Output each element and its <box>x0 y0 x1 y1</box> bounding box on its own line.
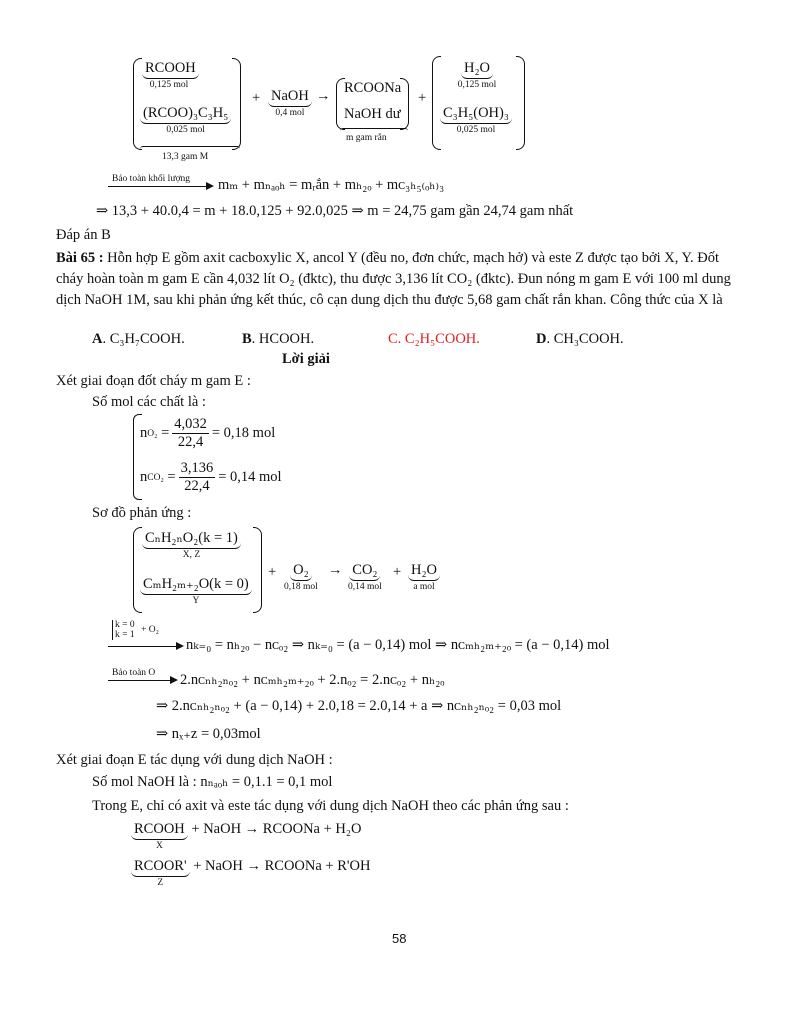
k-label-2: k = 1 <box>115 630 135 640</box>
reaction-1 <box>131 821 361 852</box>
h2o-mol: 0,125 mol <box>457 80 497 90</box>
mass-underbrace <box>140 146 240 149</box>
ester-term <box>140 105 231 136</box>
plus-1: + <box>252 90 261 106</box>
m-ran-label: m gam rắn <box>346 133 387 143</box>
rcooh-mol: 0,125 mol <box>149 80 189 90</box>
plus-2: + <box>418 90 427 106</box>
mass-conservation-label: Bảo toàn khối lượng <box>112 174 190 184</box>
mass-m-label: 13,3 gam M <box>162 152 209 162</box>
reaction-arrow: → <box>316 88 331 104</box>
n-o2-result: = 0,18 mol <box>211 425 276 441</box>
product-bracket-r <box>400 78 409 130</box>
stage-1-heading: Xét giai đoạn đốt cháy m gam E : <box>56 373 251 389</box>
mran-underbrace <box>340 128 408 131</box>
right-group-bracket-r <box>516 56 525 150</box>
scheme-label: Sơ đồ phản ứng : <box>92 505 192 521</box>
h2o-term-2 <box>408 562 440 593</box>
answer-line: Đáp án B <box>56 227 111 243</box>
k-label-3: + O₂ <box>140 625 159 636</box>
naoh-term <box>268 88 312 119</box>
alcohol-formula: CₘH₂ₘ₊₂O(k = 0) <box>140 576 252 595</box>
reaction-2 <box>131 858 370 889</box>
glycerol-mol: 0,025 mol <box>456 125 496 135</box>
problem-text: Hỗn hợp E gồm axit cacboxylic X, ancol Y (đều no, đơn chức, mạch hở) và este Z được tạo bởi X, Y. Đốt cháy hoàn toàn m gam E cần 4,032 lít O₂ (đktc), thu được 3,136 lít CO₂ (đktc). Đun nóng m gam E với 100 ml dung dịch NaOH 1M, sau khi phản ứng kết thúc, cô cạn dung dịch thu được 5,68 gam chất rắn khan. Công thức của X là <box>56 250 731 308</box>
alcohol-term <box>140 576 252 607</box>
arrow-2: → <box>328 562 343 578</box>
o-conservation-label: Bảo toàn O <box>112 668 156 678</box>
k-equation: nₖ₌₀ = nₕ₂ₒ − nᴄₒ₂ ⇒ nₖ₌₀ = (a − 0,14) mol ⇒ nᴄₘₕ₂ₘ₊₂ₒ = (a − 0,14) mol <box>186 637 610 653</box>
co2-term <box>348 562 382 593</box>
mass-calc: ⇒ 13,3 + 40.0,4 = m + 18.0,125 + 92.0,025 ⇒ m = 24,75 gam gần 24,74 gam nhất <box>96 203 574 219</box>
ester-mol: 0,025 mol <box>166 125 205 135</box>
problem-65 <box>56 248 746 311</box>
arrow-line-2 <box>108 646 178 647</box>
scheme2-bracket-r <box>253 527 262 613</box>
n-co2-den: 22,4 <box>184 478 210 494</box>
o-conservation-eq: 2.nᴄₙₕ₂ₙₒ₂ + nᴄₘₕ₂ₘ₊₂ₒ + 2.nₒ₂ = 2.nᴄₒ₂ + nₕ₂ₒ <box>180 672 445 688</box>
n-o2-den: 22,4 <box>177 434 204 450</box>
reaction-1-under: X <box>155 841 163 851</box>
arrow-head-1 <box>206 182 214 190</box>
arrow-head-3 <box>170 676 178 684</box>
naoh-du: NaOH dư <box>344 106 401 122</box>
n-co2-fraction <box>179 460 216 495</box>
mass-conservation-eq: mₘ + mₙₐₒₕ = mᵣắn + mₕ₂ₒ + mᴄ₃ₕ₅₍ₒₕ₎₃ <box>218 177 445 193</box>
n-o2-num: 4,032 <box>174 416 207 432</box>
stage-2-heading: Xét giai đoạn E tác dụng với dung dịch NaOH : <box>56 752 333 768</box>
option-b-text: . HCOOH. <box>251 331 315 347</box>
problem-label: Bài 65 : <box>56 250 104 266</box>
h2o-formula: H₂O <box>461 60 493 79</box>
reaction-2-ester: RCOOR' <box>131 858 190 877</box>
acid-term <box>142 530 241 561</box>
glycerol-term <box>440 105 512 136</box>
option-d-label: D <box>536 331 547 347</box>
option-a-text: . C₃H₇COOH. <box>102 331 185 347</box>
naoh-formula: NaOH <box>268 88 312 107</box>
rcooh-formula: RCOOH <box>142 60 199 79</box>
naoh-mol-line: Số mol NaOH là : nₙₐₒₕ = 0,1.1 = 0,1 mol <box>92 774 333 790</box>
option-d-text: . CH₃COOH. <box>546 331 624 347</box>
n-co2-result: = 0,14 mol <box>218 469 282 485</box>
o-conservation-eq2: ⇒ 2.nᴄₙₕ₂ₙₒ₂ + (a − 0,14) + 2.0,18 = 2.0,14 + a ⇒ nᴄₙₕ₂ₙₒ₂ = 0,03 mol <box>156 698 562 714</box>
option-c: C. C₂H₅COOH. <box>388 331 480 347</box>
k-label-1: k = 0 <box>115 620 135 630</box>
option-a-label: A <box>92 331 103 347</box>
left-bracket <box>133 58 142 150</box>
n-o2-eq: n O₂ = $\frac{4,032}{22,4}$ = 0,18 mol <box>140 416 276 450</box>
naoh-mol: 0,4 mol <box>275 108 305 118</box>
ester-formula: (RCOO)₃C₃H₅ <box>140 105 231 124</box>
option-d <box>536 331 624 348</box>
in-e-line: Trong E, chỉ có axit và este tác dụng với dung dịch NaOH theo các phản ứng sau : <box>92 798 569 814</box>
o2-formula: O₂ <box>290 562 312 581</box>
o2-mol: 0,18 mol <box>284 582 318 592</box>
acid-formula: CₙH₂ₙO₂(k = 1) <box>142 530 241 549</box>
n-o2-fraction <box>172 416 209 451</box>
n-co2-sub: CO₂ <box>147 472 164 483</box>
arrow-line-3 <box>108 680 172 681</box>
option-a <box>92 331 185 348</box>
reaction-1-acid: RCOOH <box>131 821 188 840</box>
rcooh-term <box>142 60 196 91</box>
n-co2-symbol: n <box>140 469 148 485</box>
h2o-formula-2: H₂O <box>408 562 440 581</box>
h2o-mol-2: a mol <box>413 582 435 592</box>
reaction-1-rest: + NaOH → RCOONa + H₂O <box>187 821 362 837</box>
reaction-2-rest: + NaOH → RCOONa + R'OH <box>189 858 371 874</box>
k-condition <box>112 620 159 640</box>
acid-under: X, Z <box>182 550 201 560</box>
arrow-head-2 <box>176 642 184 650</box>
alcohol-under: Y <box>192 596 200 606</box>
n-co2-eq: n CO₂ = $\frac{3,136}{22,4}$ = 0,14 mol <box>140 460 282 494</box>
option-b <box>242 331 314 348</box>
page-number: 58 <box>392 931 407 946</box>
co2-mol: 0,14 mol <box>348 582 382 592</box>
solution-title: Lời giải <box>282 351 330 367</box>
n-o2-sub: O₂ <box>147 428 158 439</box>
right-bracket <box>232 58 241 150</box>
mol-label: Số mol các chất là : <box>92 394 206 410</box>
n-co2-num: 3,136 <box>180 460 214 476</box>
rcoona-formula: RCOONa <box>344 80 402 96</box>
o-conservation-eq3: ⇒ nₓ₊ᴢ = 0,03mol <box>156 726 261 742</box>
arrow-line-1 <box>108 186 208 187</box>
h2o-term <box>440 60 514 91</box>
plus-3: + <box>268 564 277 580</box>
glycerol-formula: C₃H₅(OH)₃ <box>440 105 512 124</box>
co2-formula: CO₂ <box>349 562 380 581</box>
option-b-label: B <box>242 331 252 347</box>
o2-term <box>284 562 318 593</box>
plus-4: + <box>393 564 402 580</box>
n-o2-symbol: n <box>140 425 148 441</box>
reaction-2-under: Z <box>157 878 164 888</box>
